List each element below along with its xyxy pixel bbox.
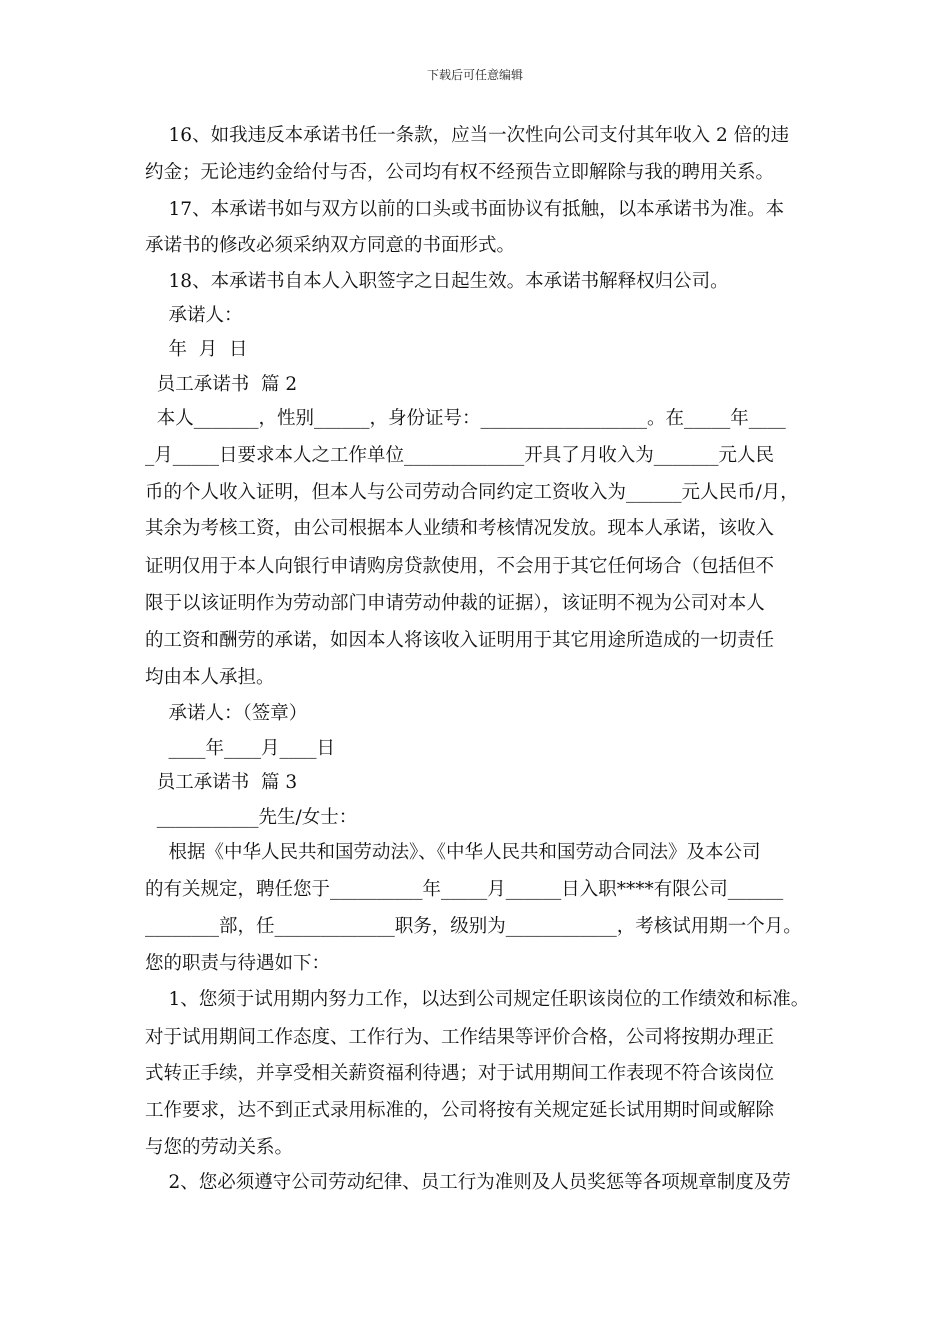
- text-line: 限于以该证明作为劳动部门申请劳动仲裁的证据），该证明不视为公司对本人: [145, 593, 765, 614]
- text-line: 16、如我违反本承诺书任一条款，应当一次性向公司支付其年收入 2 倍的违: [145, 125, 790, 146]
- text-line: ____年____月____日: [145, 738, 336, 759]
- section-heading: 员工承诺书 篇 3: [145, 772, 298, 793]
- text-line: ___________先生/女士：: [145, 807, 358, 828]
- text-line: 其余为考核工资，由公司根据本人业绩和考核情况发放。现本人承诺，该收入: [145, 518, 775, 539]
- text-line: 17、本承诺书如与双方以前的口头或书面协议有抵触，以本承诺书为准。本: [145, 199, 785, 220]
- text-line: 2、您必须遵守公司劳动纪律、员工行为准则及人员奖惩等各项规章制度及劳: [145, 1172, 791, 1193]
- text-line: _月_____日要求本人之工作单位_____________开具了月收入为_______元人民: [145, 445, 775, 466]
- text-line: 承诺人：: [145, 305, 243, 326]
- text-line: 均由本人承担。: [145, 667, 275, 688]
- text-line: 与您的劳动关系。: [145, 1137, 294, 1158]
- text-line: 工作要求，达不到正式录用标准的，公司将按有关规定延长试用期时间或解除: [145, 1100, 775, 1121]
- text-line: 的工资和酬劳的承诺，如因本人将该收入证明用于其它用途所造成的一切责任: [145, 630, 775, 651]
- text-line: 的有关规定，聘任您于__________年_____月______日入职****有限公司______: [145, 879, 784, 900]
- text-line: 承诺人：（签章）: [145, 703, 308, 724]
- text-line: 18、本承诺书自本人入职签字之日起生效。本承诺书解释权归公司。: [145, 271, 729, 292]
- page-header: 下载后可任意编辑: [426, 68, 523, 82]
- text-line: 年 月 日: [145, 339, 248, 360]
- text-line: 承诺书的修改必须采纳双方同意的书面形式。: [145, 235, 516, 256]
- section-heading: 员工承诺书 篇 2: [145, 374, 298, 395]
- text-line: 根据《中华人民共和国劳动法》、《中华人民共和国劳动合同法》及本公司: [145, 842, 761, 863]
- text-line: 式转正手续，并享受相关薪资福利待遇；对于试用期间工作表现不符合该岗位: [145, 1063, 775, 1084]
- text-line: 对于试用期间工作态度、工作行为、工作结果等评价合格，公司将按期办理正: [145, 1027, 775, 1048]
- text-line: 本人_______，性别______，身份证号：__________________。在_____年____: [145, 408, 786, 429]
- text-line: 您的职责与待遇如下：: [145, 953, 331, 974]
- text-line: 证明仅用于本人向银行申请购房贷款使用，不会用于其它任何场合（包括但不: [145, 556, 775, 577]
- text-line: 币的个人收入证明，但本人与公司劳动合同约定工资收入为______元人民币/月，: [145, 482, 799, 503]
- text-line: 1、您须于试用期内努力工作，以达到公司规定任职该岗位的工作绩效和标准。: [145, 989, 810, 1010]
- text-line: 约金；无论违约金给付与否，公司均有权不经预告立即解除与我的聘用关系。: [145, 162, 775, 183]
- text-line: ________部，任_____________职务，级别为____________，考核试用期一个月。: [145, 916, 802, 937]
